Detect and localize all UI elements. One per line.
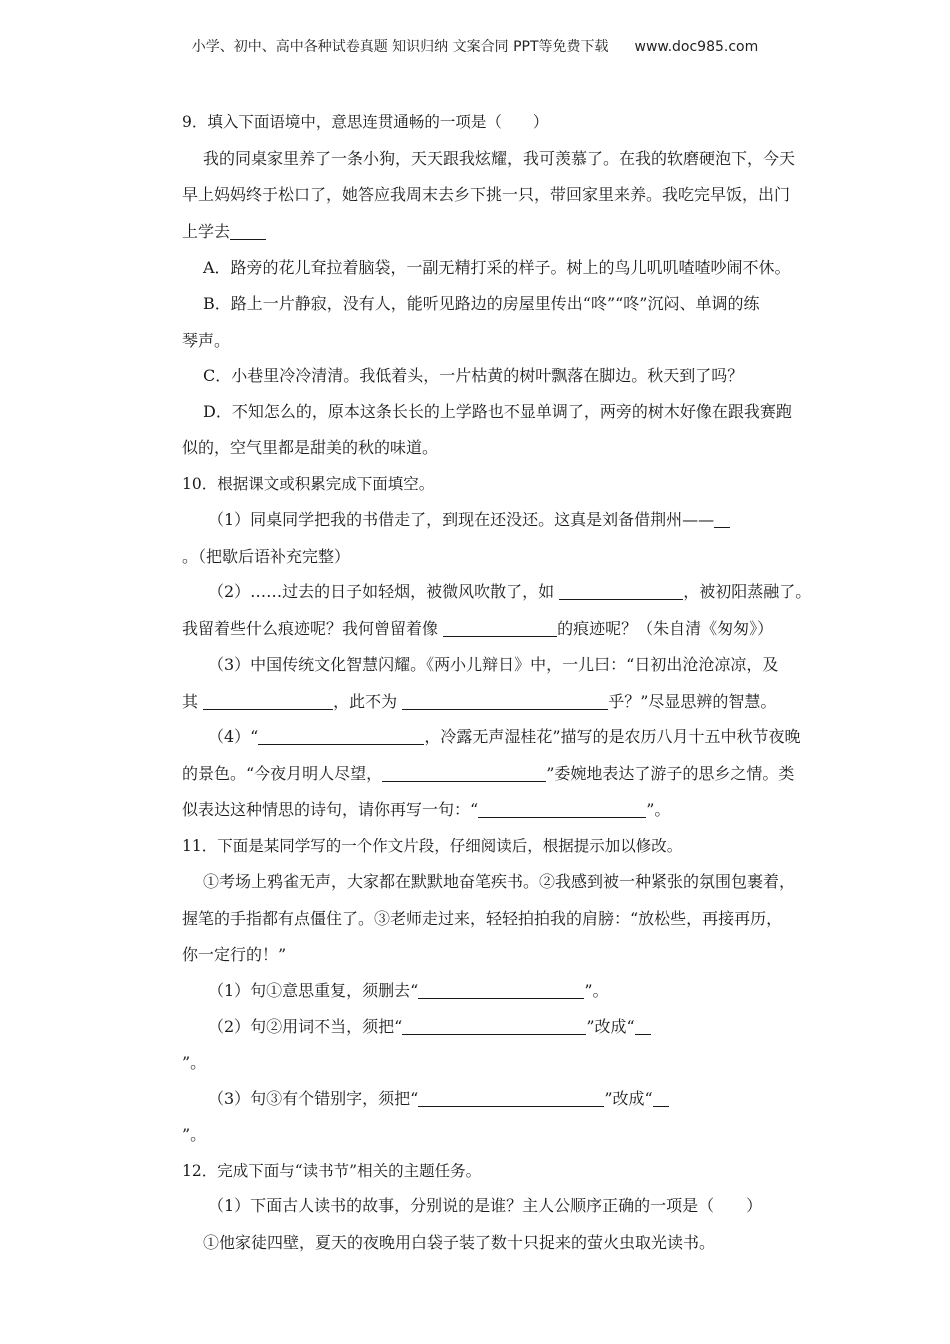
q12-stem: 12．完成下面与“读书节”相关的主题任务。: [182, 1162, 482, 1180]
q10-blank-2[interactable]: [559, 583, 683, 600]
q10-blank-1[interactable]: [714, 511, 730, 528]
q10-blank-3[interactable]: [443, 620, 557, 637]
q11-item-3-text-b: ”改成“: [604, 1089, 653, 1108]
q11-item-2-text-a: （2）句②用词不当，须把“: [208, 1017, 403, 1036]
q10-item-4: [208, 727, 801, 747]
q9-option-b-line-2: 琴声。: [182, 331, 231, 350]
q10-item-2-cont: [182, 619, 773, 639]
q11-item-3: [208, 1089, 669, 1109]
q10-blank-4[interactable]: [203, 693, 333, 710]
q9-option-b-line-1[interactable]: B．路上一片静寂，没有人，能听见路边的房屋里传出“咚”“咚”沉闷、单调的练: [203, 294, 760, 313]
q11-paragraph-3: 你一定行的！”: [182, 945, 287, 964]
q9-paragraph-3: [182, 222, 266, 242]
q11-item-1: [208, 981, 609, 1001]
q11-item-2-cont: ”。: [182, 1053, 207, 1072]
q9-option-a[interactable]: A．路旁的花儿耷拉着脑袋，一副无精打采的样子。树上的鸟儿叽叽喳喳吵闹不休。: [203, 258, 791, 277]
q10-item-1-text: （1）同桌同学把我的书借走了，到现在还没还。这真是刘备借荆州——: [208, 510, 715, 529]
q10-item-4-text-a: （4）“: [208, 727, 259, 746]
q10-item-1: [208, 510, 730, 530]
header-url[interactable]: www.doc985.com: [634, 39, 759, 55]
q11-item-3-text-a: （3）句③有个错别字，须把“: [208, 1089, 419, 1108]
q9-paragraph-3-text: 上学去: [182, 222, 231, 241]
q10-blank-7[interactable]: [382, 765, 546, 782]
q9-option-d-line-2: 似的，空气里都是甜美的秋的味道。: [182, 438, 439, 457]
q11-blank-4[interactable]: [418, 1090, 604, 1107]
q10-item-4-cont-2: [182, 800, 670, 820]
q9-paragraph-1: 我的同桌家里养了一条小狗，天天跟我炫耀，我可羡慕了。在我的软磨硬泡下，今天: [203, 149, 796, 168]
q11-item-1-text-a: （1）句①意思重复，须删去“: [208, 981, 419, 1000]
q10-item-2-text-b: ，被初阳蒸融了。: [683, 582, 812, 601]
q10-item-2-text-c: 我留着些什么痕迹呢？我何曾留着像: [182, 619, 444, 638]
q11-item-3-cont: ”。: [182, 1125, 207, 1144]
q10-item-4-text-e: 似表达这种情思的诗句，请你再写一句：“: [182, 800, 479, 819]
q10-item-3-text-b: ，此不为: [333, 692, 403, 711]
q10-blank-5[interactable]: [402, 693, 608, 710]
q10-item-4-text-b: ，冷露无声湿桂花”描写的是农历八月十五中秋节夜晚: [424, 727, 801, 746]
header-title: 小学、初中、高中各种试卷真题 知识归纳 文案合同 PPT等免费下载: [191, 39, 609, 55]
q9-option-d-line-1[interactable]: D．不知怎么的，原本这条长长的上学路也不显单调了，两旁的树木好像在跟我赛跑: [203, 402, 792, 421]
q10-item-3-text-c: 乎？”尽显思辨的智慧。: [608, 692, 777, 711]
q10-item-2: [208, 582, 811, 602]
q10-item-3: （3）中国传统文化智慧闪耀。《两小儿辩日》中，一儿曰：“日初出沧沧凉凉，及: [208, 655, 779, 674]
q10-blank-6[interactable]: [258, 728, 424, 745]
q10-item-4-text-c: 的景色。“今夜月明人尽望，: [182, 764, 383, 783]
q10-item-2-text-d: 的痕迹呢？（朱自清《匆匆》）: [557, 619, 774, 638]
q9-stem: 9．填入下面语境中，意思连贯通畅的一项是（ ）: [182, 113, 549, 131]
q9-paragraph-2: 早上妈妈终于松口了，她答应我周末去乡下挑一只，带回家里来养。我吃完早饭，出门: [182, 185, 791, 204]
q10-item-2-text-a: （2）……过去的日子如轻烟，被微风吹散了，如: [208, 582, 560, 601]
q11-blank-2[interactable]: [402, 1018, 586, 1035]
q9-option-c[interactable]: C．小巷里冷冷清清。我低着头，一片枯黄的树叶飘落在脚边。秋天到了吗？: [203, 366, 744, 385]
q10-item-1-cont: 。（把歇后语补充完整）: [182, 547, 351, 566]
q11-paragraph-1: ①考场上鸦雀无声，大家都在默默地奋笔疾书。②我感到被一种紧张的氛围包裹着，: [203, 872, 796, 891]
q10-item-3-text-a: 其: [182, 692, 204, 711]
q10-stem: 10．根据课文或积累完成下面填空。: [182, 475, 435, 493]
q10-blank-8[interactable]: [478, 801, 646, 818]
q11-blank-5[interactable]: [653, 1090, 669, 1107]
q10-item-4-cont-1: [182, 764, 794, 784]
q9-answer-blank[interactable]: [230, 223, 266, 240]
q11-item-2-text-b: ”改成“: [586, 1017, 635, 1036]
q10-item-4-text-f: ”。: [646, 800, 671, 819]
q12-item-1-paragraph-1: ①他家徒四壁，夏天的夜晚用白袋子装了数十只捉来的萤火虫取光读书。: [203, 1233, 716, 1252]
q11-blank-1[interactable]: [418, 982, 584, 999]
q11-stem: 11．下面是某同学写的一个作文片段，仔细阅读后，根据提示加以修改。: [182, 837, 683, 855]
q10-item-3-cont: [182, 692, 776, 712]
q11-item-2: [208, 1017, 651, 1037]
q11-blank-3[interactable]: [635, 1018, 651, 1035]
page-header: [0, 36, 950, 56]
q11-item-1-text-b: ”。: [584, 981, 609, 1000]
q10-item-4-text-d: ”委婉地表达了游子的思乡之情。类: [546, 764, 795, 783]
q12-item-1: （1）下面古人读书的故事，分别说的是谁？主人公顺序正确的一项是（ ）: [208, 1196, 763, 1215]
q11-paragraph-2: 握笔的手指都有点僵住了。③老师走过来，轻轻拍拍我的肩膀：“放松些，再接再历，: [182, 909, 783, 928]
